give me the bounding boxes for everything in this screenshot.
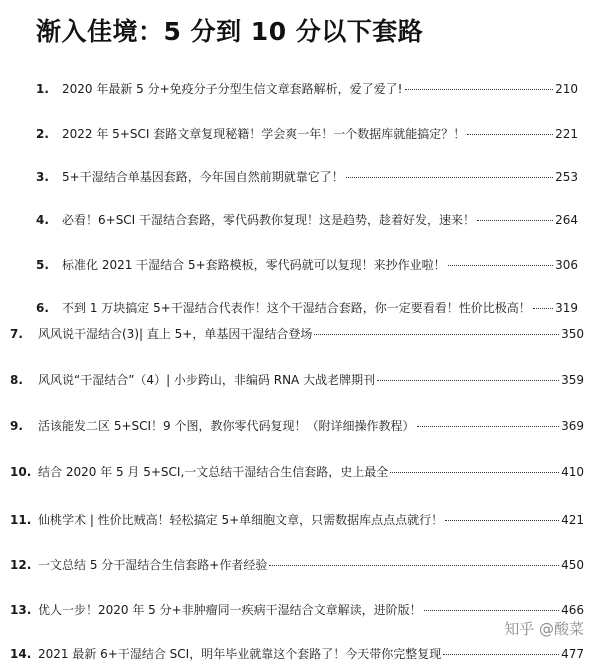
entry-number: 8.	[10, 373, 23, 387]
toc-entry[interactable]	[10, 601, 584, 618]
dot-leader	[467, 134, 553, 135]
dot-leader	[314, 334, 559, 335]
entry-title: 风风说干湿结合(3)| 直上 5+，单基因干湿结合登场	[38, 327, 313, 341]
entry-page-number: 221	[555, 127, 578, 141]
entry-number: 14.	[10, 647, 32, 661]
entry-title: 一文总结 5 分干湿结合生信套路+作者经验	[38, 558, 268, 572]
toc-entry[interactable]	[10, 463, 584, 480]
entry-page-number: 210	[555, 82, 578, 96]
page-title: 渐入佳境：5 分到 10 分以下套路	[36, 17, 424, 46]
entry-number: 13.	[10, 603, 32, 617]
entry-title: 活该能发二区 5+SCI！9 个图，教你零代码复现！（附详细操作教程）	[38, 419, 415, 433]
entry-title: 必看！6+SCI 干湿结合套路，零代码教你复现！这是趋势，趁着好发，速来！	[62, 213, 476, 227]
entry-number: 12.	[10, 558, 32, 572]
entry-page-number: 477	[561, 647, 584, 661]
dot-leader	[424, 610, 559, 611]
entry-page-number: 253	[555, 170, 578, 184]
entry-number: 10.	[10, 465, 32, 479]
entry-title: 2020 年最新 5 分+免疫分子分型生信文章套路解析，爱了爱了!	[62, 82, 403, 96]
dot-leader	[445, 520, 559, 521]
entry-page-number: 466	[561, 603, 584, 617]
entry-number: 4.	[36, 213, 49, 227]
entry-number: 3.	[36, 170, 49, 184]
entry-page-number: 450	[561, 558, 584, 572]
dot-leader	[448, 265, 553, 266]
toc-entry[interactable]	[10, 417, 584, 434]
entry-page-number: 306	[555, 258, 578, 272]
entry-page-number: 264	[555, 213, 578, 227]
entry-number: 11.	[10, 513, 32, 527]
entry-title: 标准化 2021 干湿结合 5+套路模板，零代码就可以复现！来抄作业啦！	[62, 258, 446, 272]
entry-title: 2022 年 5+SCI 套路文章复现秘籍！学会爽一年！一个数据库就能搞定？！	[62, 127, 466, 141]
entry-number: 7.	[10, 327, 23, 341]
entry-title: 2021 最新 6+干湿结合 SCI，明年毕业就靠这个套路了！今天带你完整复现	[38, 647, 442, 661]
entry-page-number: 319	[555, 301, 578, 315]
toc-entry[interactable]	[10, 325, 584, 342]
toc-entry[interactable]	[10, 556, 584, 573]
toc-entry[interactable]	[36, 211, 578, 228]
dot-leader	[477, 220, 553, 221]
entry-title: 风风说“干湿结合”（4）| 小步跨山，非编码 RNA 大战老牌期刊	[38, 373, 376, 387]
entry-number: 6.	[36, 301, 49, 315]
zhihu-watermark: 知乎 @酸菜	[504, 620, 584, 638]
entry-page-number: 421	[561, 513, 584, 527]
dot-leader	[417, 426, 560, 427]
entry-number: 5.	[36, 258, 49, 272]
toc-entry[interactable]	[36, 125, 578, 142]
dot-leader	[390, 472, 559, 473]
toc-entry[interactable]	[36, 256, 578, 273]
entry-title: 不到 1 万块搞定 5+干湿结合代表作！这个干湿结合套路，你一定要看看！性价比极高！	[62, 301, 531, 315]
toc-entry[interactable]	[36, 299, 578, 316]
entry-title: 结合 2020 年 5 月 5+SCI,一文总结干湿结合生信套路，史上最全	[38, 465, 389, 479]
dot-leader	[405, 89, 554, 90]
entry-page-number: 359	[561, 373, 584, 387]
entry-number: 1.	[36, 82, 49, 96]
entry-page-number: 410	[561, 465, 584, 479]
entry-number: 2.	[36, 127, 49, 141]
dot-leader	[346, 177, 553, 178]
dot-leader	[377, 380, 559, 381]
toc-entry[interactable]	[36, 80, 578, 97]
entry-number: 9.	[10, 419, 23, 433]
entry-title: 仙桃学术 | 性价比贼高！轻松搞定 5+单细胞文章，只需数据库点点点就行！	[38, 513, 444, 527]
entry-title: 优人一步！2020 年 5 分+非肿瘤同一疾病干湿结合文章解读，进阶版！	[38, 603, 422, 617]
entry-title: 5+干湿结合单基因套路，今年国自然前期就靠它了！	[62, 170, 344, 184]
dot-leader	[269, 565, 559, 566]
entry-page-number: 369	[561, 419, 584, 433]
dot-leader	[533, 308, 553, 309]
toc-entry[interactable]	[10, 371, 584, 388]
toc-entry[interactable]	[36, 168, 578, 185]
dot-leader	[443, 654, 559, 655]
entry-page-number: 350	[561, 327, 584, 341]
toc-entry[interactable]	[10, 511, 584, 528]
